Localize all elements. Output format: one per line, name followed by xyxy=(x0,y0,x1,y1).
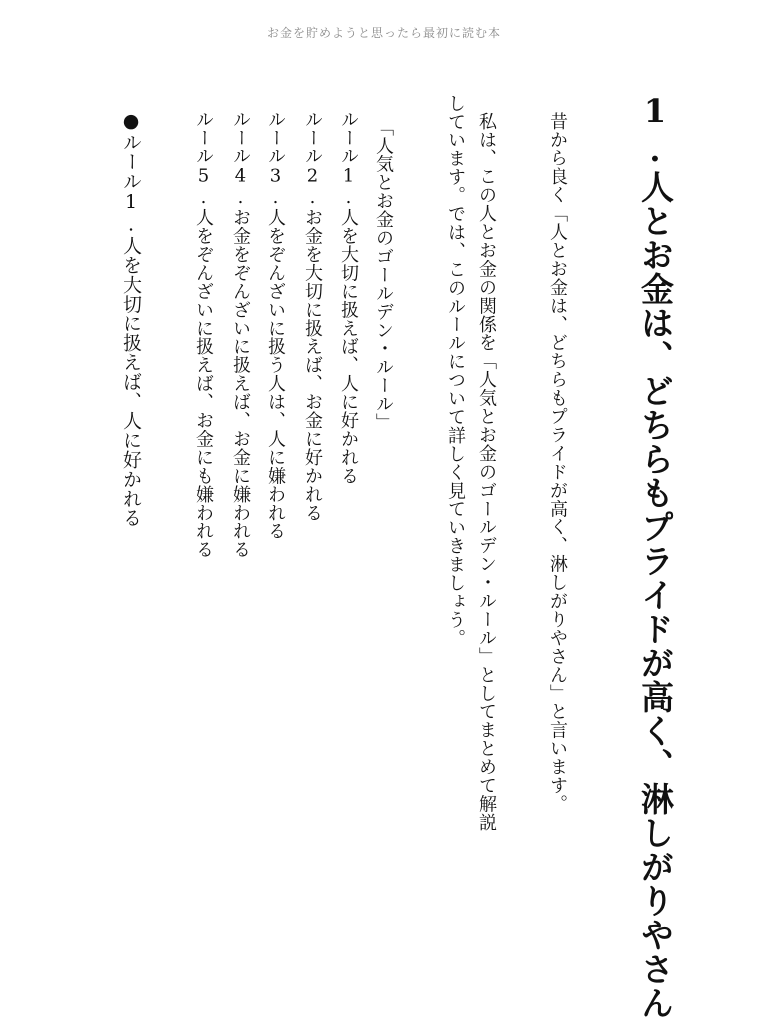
rule-item: ルール4.お金をぞんざいに扱えば、お金に嫌われる xyxy=(230,110,251,559)
section-heading-text: ルール1.人を大切に扱えば、人に好かれる xyxy=(120,132,142,528)
rule-item: ルール3.人をぞんざいに扱う人は、人に嫌われる xyxy=(265,110,286,541)
section-heading xyxy=(118,110,140,527)
paragraph-1: 昔から良く「人とお金は、どちらもプライドが高く、淋しがりやさん」と言います。 xyxy=(547,112,568,814)
rule-item: ルール5.人をぞんざいに扱えば、お金にも嫌われる xyxy=(193,110,214,559)
rule-item: ルール2.お金を大切に扱えば、お金に好かれる xyxy=(302,110,323,522)
golden-rules-heading: 「人気とお金のゴールデン・ルール」 xyxy=(373,118,394,432)
paragraph-2: 私は、この人とお金の関係を「人気とお金のゴールデン・ルール」としてまとめて解説 xyxy=(476,112,497,832)
bullet-icon: ● xyxy=(120,110,142,133)
running-header: お金を貯めようと思ったら最初に読む本 xyxy=(266,26,501,40)
paragraph-3: しています。では、このルールについて詳しく見ていきましょう。 xyxy=(445,94,466,648)
chapter-number: 1. xyxy=(636,92,674,170)
rule-item: ルール1.人を大切に扱えば、人に好かれる xyxy=(338,110,359,485)
chapter-title xyxy=(634,92,675,1020)
chapter-title-text: 人とお金は、どちらもプライドが高く、淋しがりやさん xyxy=(636,170,675,1020)
